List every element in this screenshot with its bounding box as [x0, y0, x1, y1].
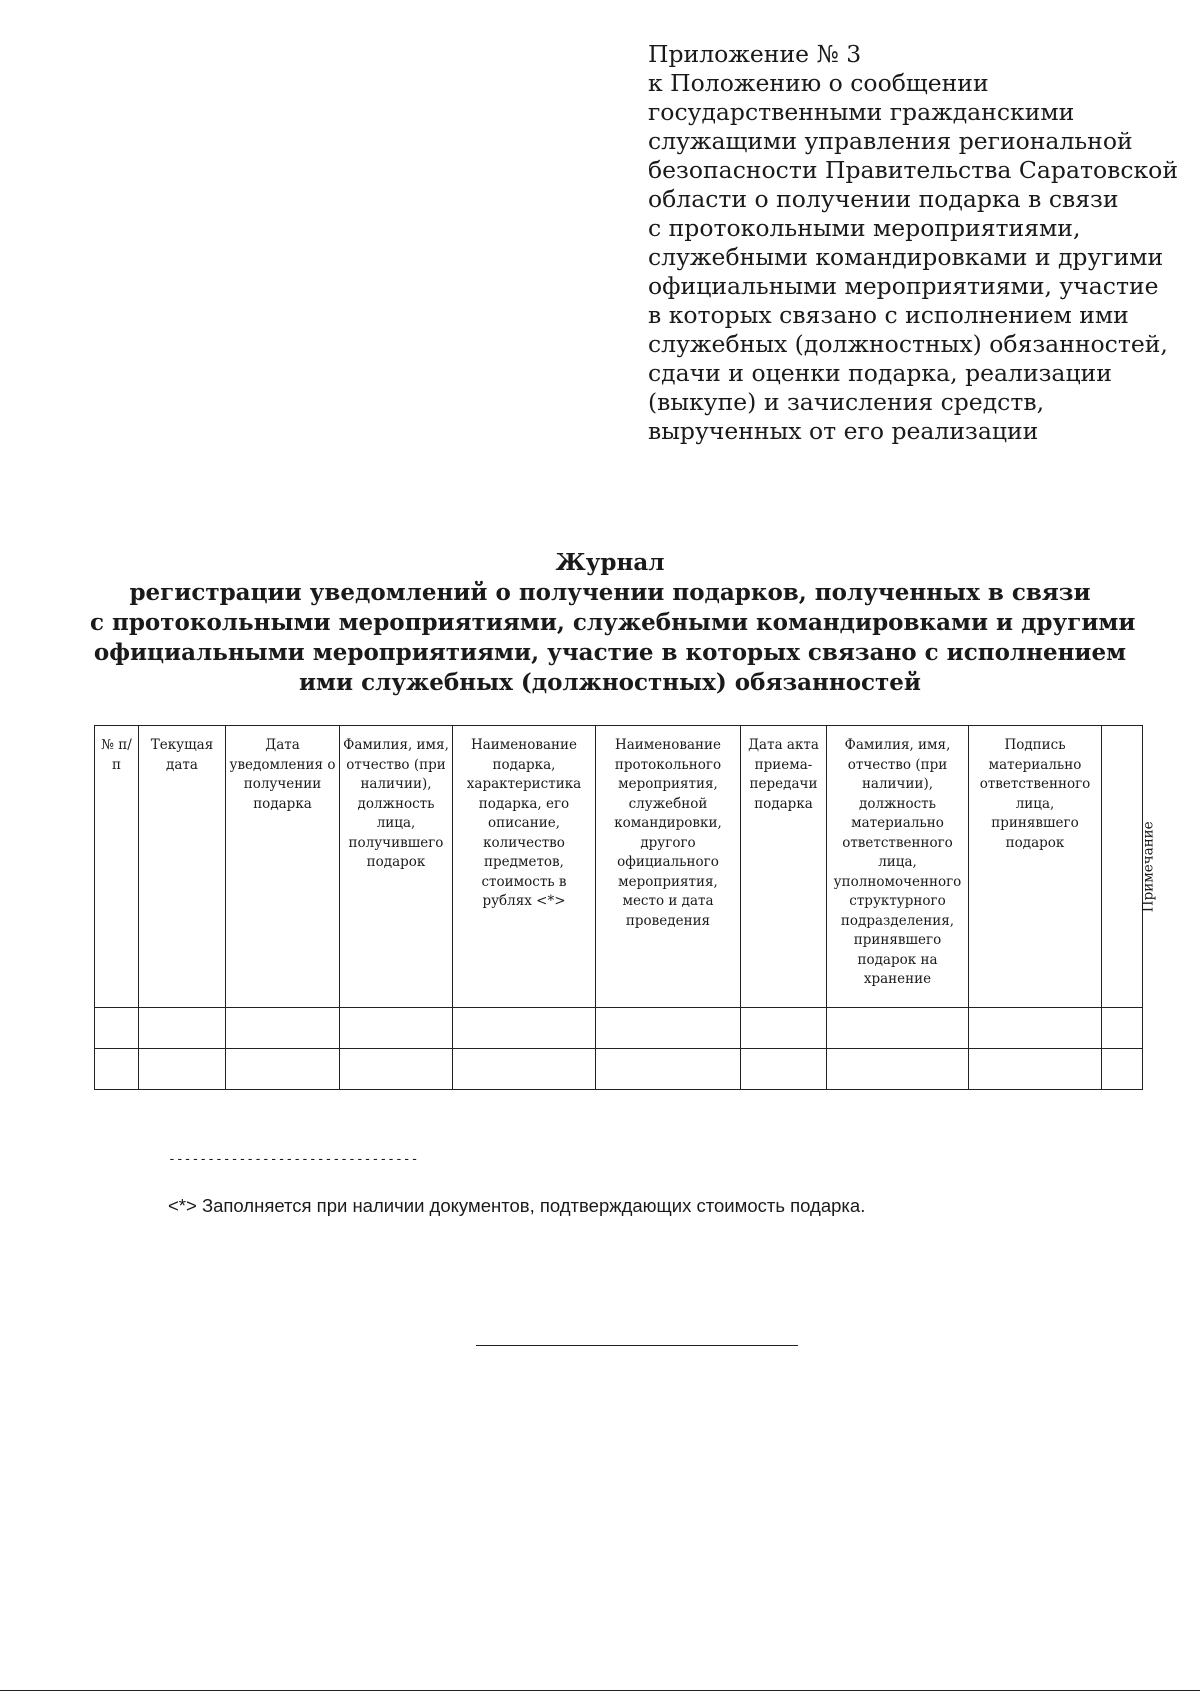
journal-table	[94, 725, 1157, 1090]
header-note	[1102, 726, 1157, 1008]
table-cell	[95, 1008, 139, 1049]
table-cell	[453, 1008, 596, 1049]
appendix-line: сдачи и оценки подарка, реализации	[648, 359, 1112, 387]
table-cell	[969, 1049, 1102, 1090]
footnote-text: <*> Заполняется при наличии документов, подтверждающих стоимость подарка.	[168, 1195, 866, 1216]
journal-title-line: ими служебных (должностных) обязанностей	[299, 669, 921, 696]
table-cell	[969, 1008, 1102, 1049]
table-cell	[340, 1049, 453, 1090]
header-current-date: Текущая дата	[139, 726, 226, 1008]
appendix-line: вырученных от его реализации	[648, 417, 1039, 445]
table-cell	[596, 1049, 741, 1090]
table-cell	[95, 1049, 139, 1090]
appendix-line: к Положению о сообщении	[648, 69, 989, 97]
journal-title-line: с протокольными мероприятиями, служебными командировками и другими	[90, 609, 1136, 636]
page-edge-line	[0, 1690, 1200, 1691]
appendix-line: в которых связано с исполнением ими	[648, 301, 1129, 329]
table-cell	[827, 1008, 969, 1049]
header-responsible-person: Фамилия, имя, отчество (при наличии), должность материально ответственного лица, уполномоченного структурного подразделения, принявшего подарок на хранение	[827, 726, 969, 1008]
appendix-line: служебными командировками и другими	[648, 243, 1164, 271]
table-cell	[226, 1049, 340, 1090]
journal-title-line: официальными мероприятиями, участие в которых связано с исполнением	[93, 639, 1127, 666]
appendix-line: служебных (должностных) обязанностей,	[648, 330, 1168, 358]
journal-title-line: регистрации уведомлений о получении подарков, полученных в связи	[129, 579, 1091, 606]
journal-title	[90, 548, 1136, 698]
header-number: № п/п	[95, 726, 139, 1008]
journal-heading: Журнал	[555, 549, 665, 576]
closing-divider	[476, 1345, 798, 1346]
table-cell	[226, 1008, 340, 1049]
header-signature: Подпись материально ответственного лица, принявшего подарок	[969, 726, 1102, 1008]
table-cell	[1102, 1008, 1143, 1049]
appendix-line: с протокольными мероприятиями,	[648, 214, 1081, 242]
header-note-label: Примечание	[1140, 821, 1157, 912]
table-cell	[1102, 1049, 1143, 1090]
appendix-block	[648, 40, 1178, 446]
table-cell	[827, 1049, 969, 1090]
table-header-row	[95, 726, 1143, 1008]
appendix-line: официальными мероприятиями, участие	[648, 272, 1159, 300]
appendix-line: Приложение № 3	[648, 40, 862, 68]
table-row	[95, 1049, 1143, 1090]
appendix-line: государственными гражданскими	[648, 98, 1075, 126]
appendix-line: (выкупе) и зачисления средств,	[648, 388, 1045, 416]
appendix-line: безопасности Правительства Саратовской	[648, 156, 1178, 184]
table-cell	[453, 1049, 596, 1090]
table-row	[95, 1008, 1143, 1049]
header-recipient-name: Фамилия, имя, отчество (при наличии), должность лица, получившего подарок	[340, 726, 453, 1008]
footnote-separator: --------------------------------	[168, 1152, 419, 1167]
table-cell	[340, 1008, 453, 1049]
table-cell	[139, 1008, 226, 1049]
table-cell	[741, 1049, 827, 1090]
appendix-line: служащими управления региональной	[648, 127, 1133, 155]
table-cell	[139, 1049, 226, 1090]
table-cell	[741, 1008, 827, 1049]
table-cell	[596, 1008, 741, 1049]
header-transfer-act-date: Дата акта приема-передачи подарка	[741, 726, 827, 1008]
header-notification-date: Дата уведомления о получении подарка	[226, 726, 340, 1008]
appendix-line: области о получении подарка в связи	[648, 185, 1119, 213]
header-event-description: Наименование протокольного мероприятия, служебной командировки, другого официального мероприятия, место и дата проведения	[596, 726, 741, 1008]
header-gift-description: Наименование подарка, характеристика подарка, его описание, количество предметов, стоимость в рублях <*>	[453, 726, 596, 1008]
